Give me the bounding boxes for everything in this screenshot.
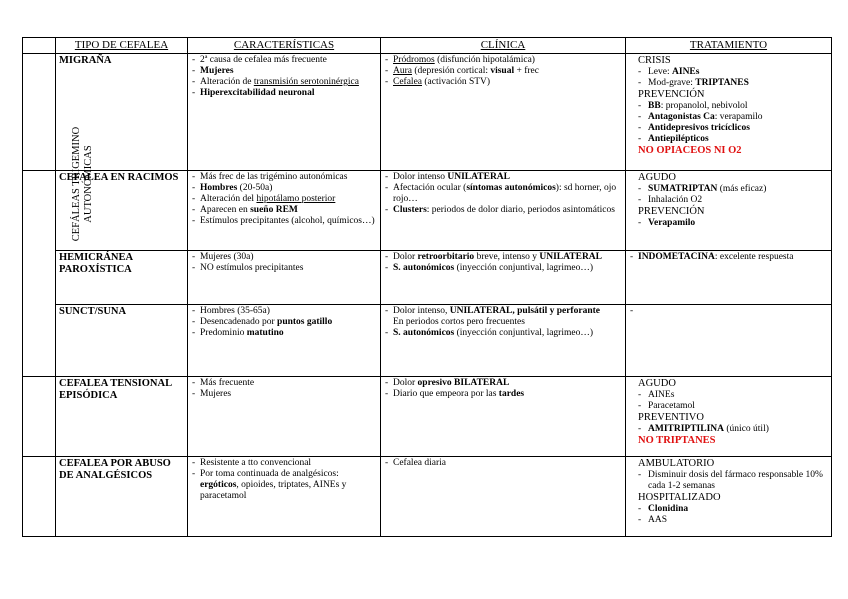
text-run: , opioides, triptates, AINEs y paracetamol — [200, 480, 347, 501]
caracteristicas-cell — [188, 54, 381, 171]
text-run: SUMATRIPTAN — [648, 184, 718, 194]
text-run: AMITRIPTILINA — [648, 424, 725, 434]
table-row — [23, 457, 832, 537]
list-item — [191, 469, 377, 502]
caracteristicas-list — [191, 55, 377, 99]
text-run: Cefalea — [393, 77, 423, 87]
text-run: TRIPTANES — [695, 78, 749, 88]
caracteristicas-list — [191, 458, 377, 502]
tratamiento-list — [629, 172, 828, 229]
text-run: (inyección conjuntival, lagrimeo…) — [454, 263, 593, 273]
list-item — [384, 328, 622, 339]
list-item — [384, 205, 622, 216]
caracteristicas-list — [191, 378, 377, 400]
text-run: opresivo BILATERAL — [417, 378, 510, 388]
list-item — [191, 389, 377, 400]
section-heading — [629, 89, 828, 101]
tratamiento-cell — [626, 457, 832, 537]
group-cell-empty — [23, 457, 56, 537]
tratamiento-cell — [626, 377, 832, 457]
group-cell-empty — [23, 54, 56, 171]
list-item — [191, 66, 377, 77]
text-run: Hombres — [200, 183, 238, 193]
text-run: AMBULATORIO — [638, 458, 715, 469]
text-run: HOSPITALIZADO — [638, 492, 721, 503]
clinica-cell — [381, 171, 626, 251]
tratamiento-list — [629, 55, 828, 157]
list-item — [191, 194, 377, 205]
list-item — [191, 55, 377, 66]
list-item — [384, 458, 622, 469]
text-run: Mujeres — [200, 66, 234, 76]
clinica-list — [384, 55, 622, 88]
group-label — [71, 127, 95, 241]
list-item — [191, 205, 377, 216]
text-run: retroorbitario — [417, 252, 475, 262]
clinica-list — [384, 458, 622, 469]
clinica-list — [384, 378, 622, 400]
text-run: tardes — [498, 389, 525, 399]
text-run: Verapamilo — [648, 218, 696, 228]
headache-name: CEFALEA EN RACIMOS — [56, 171, 188, 251]
section-heading — [629, 378, 828, 390]
text-run: Mujeres (30a) — [200, 252, 254, 262]
text-run: UNILATERAL, pulsátil y perforante — [449, 306, 600, 316]
text-run: hipotálamo posterior — [256, 194, 336, 204]
clinica-cell — [381, 54, 626, 171]
list-item — [384, 317, 622, 328]
list-item — [629, 504, 828, 515]
list-item — [191, 328, 377, 339]
header-caracteristicas: CARACTERÍSTICAS — [188, 38, 381, 54]
tratamiento-cell — [626, 171, 832, 251]
text-run: : excelente respuesta — [714, 252, 794, 262]
text-run: Mujeres — [200, 389, 232, 399]
group-cell-empty — [23, 377, 56, 457]
tratamiento-list — [629, 378, 828, 447]
text-run: (único útil) — [724, 424, 769, 434]
list-item — [191, 216, 377, 227]
caracteristicas-list — [191, 306, 377, 339]
text-run: En periodos cortos pero frecuentes — [393, 317, 525, 327]
text-run: Pródromos — [393, 55, 435, 65]
text-run: Desencadenado por — [200, 317, 278, 327]
text-run: Cefalea diaria — [393, 458, 447, 468]
text-run: (20-50a) — [237, 183, 273, 193]
headache-name: CEFALEA POR ABUSO DE ANALGÉSICOS — [56, 457, 188, 537]
caracteristicas-list — [191, 252, 377, 274]
text-run: AGUDO — [638, 172, 676, 183]
text-run: Clusters — [393, 205, 427, 215]
text-run: NO OPIACEOS NI O2 — [638, 145, 742, 156]
text-run: NO TRIPTANES — [638, 435, 716, 446]
text-run: Diario que empeora por las — [393, 389, 499, 399]
header-empty — [23, 38, 56, 54]
list-item — [191, 88, 377, 99]
text-run: PREVENCIÓN — [638, 89, 705, 100]
text-run: Alteración de — [200, 77, 254, 87]
text-run: Mod-grave: — [648, 78, 696, 88]
text-run: Por toma continuada de analgésicos: — [200, 469, 339, 479]
section-heading — [629, 206, 828, 218]
text-run: Paracetamol — [648, 401, 695, 411]
text-run: transmisión serotoninérgica — [253, 77, 359, 87]
text-run: Afectación ocular ( — [393, 183, 467, 193]
text-run: AINEs — [648, 390, 675, 400]
list-item — [384, 172, 622, 183]
list-item — [629, 401, 828, 412]
caracteristicas-cell — [188, 251, 381, 305]
list-item — [629, 424, 828, 435]
text-run: matutino — [246, 328, 284, 338]
table-row — [23, 305, 832, 377]
list-item — [384, 55, 622, 66]
clinica-cell — [381, 377, 626, 457]
headache-name: SUNCT/SUNA — [56, 305, 188, 377]
table-row — [23, 171, 832, 251]
text-run: AGUDO — [638, 378, 676, 389]
list-item — [629, 112, 828, 123]
text-run: Predominio — [200, 328, 247, 338]
text-run: Aura — [393, 66, 412, 76]
list-item — [629, 515, 828, 526]
text-run: visual — [490, 66, 515, 76]
list-item — [384, 183, 622, 205]
text-run: Antiepilépticos — [648, 134, 709, 144]
list-item — [384, 263, 622, 274]
list-item — [191, 183, 377, 194]
list-item — [629, 184, 828, 195]
clinica-cell — [381, 457, 626, 537]
section-heading — [629, 412, 828, 424]
text-run: BB — [648, 101, 661, 111]
tratamiento-cell — [626, 305, 832, 377]
text-run: (activación STV) — [422, 77, 491, 87]
tratamiento-cell — [626, 54, 832, 171]
text-run: breve, intenso y — [474, 252, 540, 262]
list-item — [191, 317, 377, 328]
text-run: S. autonómicos — [393, 328, 455, 338]
group-label-line1: CEFÁLEAS TRIGEMINO — [71, 126, 83, 242]
list-item — [191, 252, 377, 263]
text-run: PREVENTIVO — [638, 412, 704, 423]
section-heading — [629, 435, 828, 447]
text-run: : propanolol, nebivolol — [660, 101, 748, 111]
text-run: Dolor intenso, — [393, 306, 450, 316]
tratamiento-list — [629, 252, 828, 263]
clinica-list — [384, 252, 622, 274]
list-item — [384, 389, 622, 400]
list-item — [629, 67, 828, 78]
caracteristicas-cell — [188, 457, 381, 537]
text-run: puntos gatillo — [277, 317, 333, 327]
text-run: síntomas autonómicos — [466, 183, 556, 193]
list-item — [191, 458, 377, 469]
text-run: INDOMETACINA — [638, 252, 715, 262]
table-row — [23, 54, 832, 171]
text-run: Disminuir dosis del fármaco responsable 10% cada 1-2 semanas — [648, 470, 823, 491]
text-run: + frec — [514, 66, 539, 76]
list-item — [191, 172, 377, 183]
headache-table — [22, 37, 832, 537]
text-run: Hombres (35-65a) — [200, 306, 270, 316]
text-run: CRISIS — [638, 55, 671, 66]
text-run: (inyección conjuntival, lagrimeo…) — [454, 328, 593, 338]
text-run: Clonidina — [648, 504, 689, 514]
text-run: AAS — [648, 515, 668, 525]
header-tratamiento: TRATAMIENTO — [626, 38, 832, 54]
text-run: Dolor — [393, 252, 418, 262]
header-tipo: TIPO DE CEFALEA — [56, 38, 188, 54]
text-run: (depresión cortical: — [412, 66, 491, 76]
text-run: NO estímulos precipitantes — [200, 263, 304, 273]
text-run: S. autonómicos — [393, 263, 455, 273]
list-item — [191, 263, 377, 274]
tratamiento-list — [629, 458, 828, 526]
header-clinica: CLÍNICA — [381, 38, 626, 54]
text-run: Hiperexcitabilidad neuronal — [200, 88, 315, 98]
text-run: : verapamilo — [714, 112, 763, 122]
list-item — [629, 78, 828, 89]
list-item — [629, 123, 828, 134]
text-run: Inhalación O2 — [648, 195, 703, 205]
list-item — [191, 77, 377, 88]
section-heading — [629, 458, 828, 470]
table-row — [23, 251, 832, 305]
list-item — [629, 252, 828, 263]
caracteristicas-cell — [188, 377, 381, 457]
text-run: Aparecen en — [200, 205, 251, 215]
list-item — [191, 378, 377, 389]
text-run: Dolor — [393, 378, 418, 388]
section-heading — [629, 172, 828, 184]
header-row — [23, 38, 832, 54]
list-item — [384, 378, 622, 389]
clinica-cell — [381, 305, 626, 377]
text-run: sueño REM — [250, 205, 298, 215]
text-run: Leve: — [648, 67, 673, 77]
text-run: Alteración del — [200, 194, 257, 204]
caracteristicas-cell — [188, 171, 381, 251]
text-run: ergóticos — [200, 480, 237, 490]
text-run: Estímulos precipitantes (alcohol, químicos…) — [200, 216, 375, 226]
caracteristicas-list — [191, 172, 377, 227]
headache-name: MIGRAÑA — [56, 54, 188, 171]
text-run: Dolor intenso — [393, 172, 448, 182]
text-run: AINEs — [672, 67, 700, 77]
text-run: Resistente a tto convencional — [200, 458, 312, 468]
tratamiento-cell — [626, 251, 832, 305]
text-run: ): sd horner, ojo rojo… — [393, 183, 617, 204]
text-run: Antagonistas Ca — [648, 112, 715, 122]
text-run: Más frec de las trigémino autonómicas — [200, 172, 348, 182]
text-run: UNILATERAL — [447, 172, 510, 182]
list-item — [384, 77, 622, 88]
text-run: Antidepresivos tricíclicos — [648, 123, 750, 133]
text-run: UNILATERAL — [539, 252, 602, 262]
list-item — [629, 470, 828, 492]
list-item — [629, 218, 828, 229]
section-heading — [629, 492, 828, 504]
list-item — [384, 306, 622, 317]
text-run: (disfunción hipotalámica) — [434, 55, 535, 65]
headache-name: HEMICRÁNEA PAROXÍSTICA — [56, 251, 188, 305]
text-run: (más eficaz) — [717, 184, 767, 194]
list-item — [629, 195, 828, 206]
list-item — [384, 252, 622, 263]
clinica-list — [384, 306, 622, 339]
group-label-line2: AUTONÓMICAS — [83, 145, 95, 223]
text-run: Más frecuente — [200, 378, 255, 388]
list-item — [191, 306, 377, 317]
list-item — [629, 390, 828, 401]
clinica-cell — [381, 251, 626, 305]
section-heading — [629, 145, 828, 157]
caracteristicas-cell — [188, 305, 381, 377]
text-run: : periodos de dolor diario, periodos asintomáticos — [426, 205, 615, 215]
list-item — [629, 134, 828, 145]
list-item — [629, 101, 828, 112]
text-run: 2ª causa de cefalea más frecuente — [200, 55, 327, 65]
headache-name: CEFALEA TENSIONAL EPISÓDICA — [56, 377, 188, 457]
section-heading — [629, 55, 828, 67]
clinica-list — [384, 172, 622, 216]
text-run: PREVENCIÓN — [638, 206, 705, 217]
list-item — [384, 66, 622, 77]
table-row — [23, 377, 832, 457]
